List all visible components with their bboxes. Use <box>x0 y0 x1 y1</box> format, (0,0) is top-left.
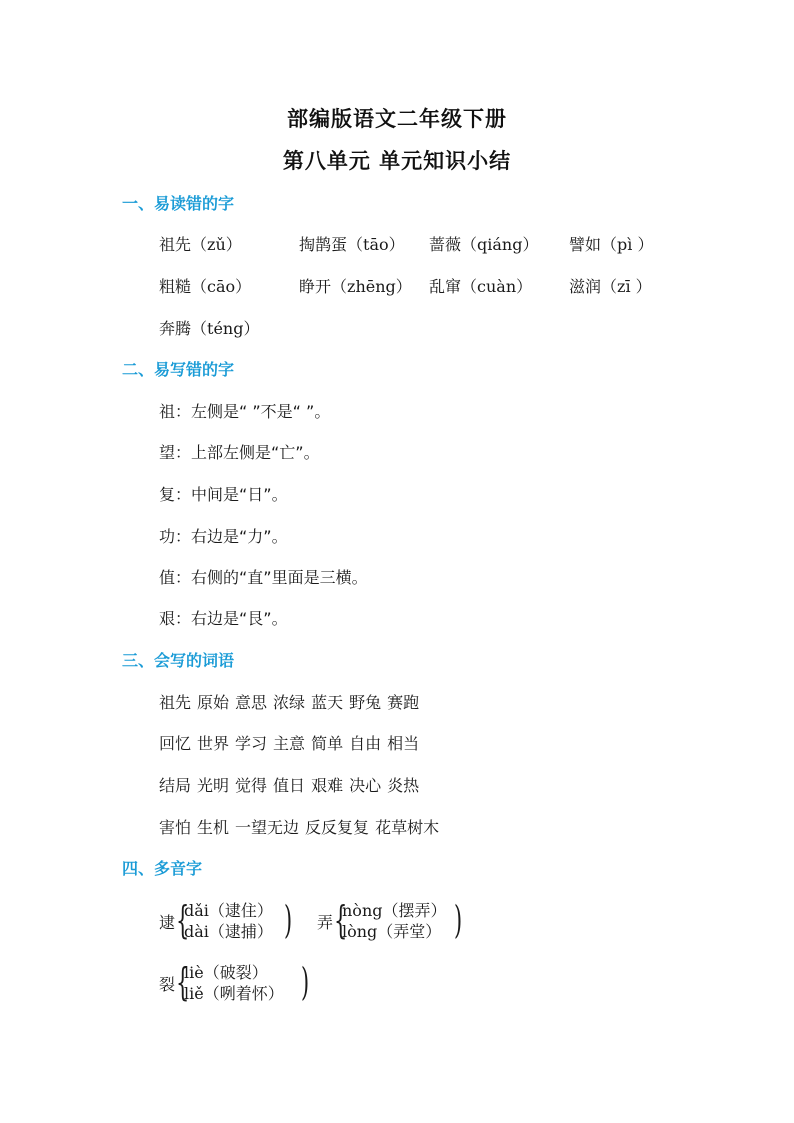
miswritten-line: 复：中间是“日”。 <box>159 485 288 504</box>
vocab-word: 决心 <box>349 776 382 795</box>
vocab-word: 相当 <box>387 734 420 753</box>
vocab-word: 炎热 <box>387 776 420 795</box>
vocab-word: 祖先 <box>159 693 192 712</box>
miswritten-line: 值：右侧的“直”里面是三横。 <box>159 568 368 587</box>
left-brace-icon: { <box>334 898 348 942</box>
vocab-word: 害怕 <box>159 818 192 837</box>
polyphonic-reading: dǎi（逮住） <box>184 901 273 920</box>
polyphonic-reading: dài（逮捕） <box>184 922 273 941</box>
vocab-word: 世界 <box>197 734 230 753</box>
document-subtitle: 第八单元 单元知识小结 <box>282 148 512 173</box>
polyphonic-char: 裂 <box>159 975 176 994</box>
vocab-word: 自由 <box>349 734 382 753</box>
document-title: 部编版语文二年级下册 <box>287 106 507 131</box>
vocab-word: 花草树木 <box>375 818 440 837</box>
polyphonic-char: 逮 <box>159 913 176 932</box>
misread-item: 滋润（zī ） <box>569 277 652 296</box>
right-paren-icon: ) <box>301 960 310 1004</box>
vocab-word: 艰难 <box>311 776 344 795</box>
vocabulary-row <box>159 773 425 796</box>
miswritten-line: 艰：右边是“艮”。 <box>159 609 288 628</box>
vocab-word: 一望无边 <box>235 818 300 837</box>
vocab-word: 光明 <box>197 776 230 795</box>
miswritten-line: 祖：左侧是“ ”不是“ ”。 <box>159 402 331 421</box>
vocab-word: 主意 <box>273 734 306 753</box>
vocab-word: 回忆 <box>159 734 192 753</box>
vocabulary-row <box>159 690 425 713</box>
vocab-word: 赛跑 <box>387 693 420 712</box>
polyphonic-item <box>159 960 319 1010</box>
vocab-word: 原始 <box>197 693 230 712</box>
miswritten-line: 望：上部左侧是“亡”。 <box>159 443 320 462</box>
polyphonic-reading: liè（破裂） <box>184 963 268 982</box>
misread-item: 譬如（pì ） <box>569 235 654 254</box>
vocab-word: 蓝天 <box>311 693 344 712</box>
misread-item: 睁开（zhēng） <box>299 277 412 296</box>
left-brace-icon: { <box>176 960 190 1004</box>
vocab-word: 觉得 <box>235 776 268 795</box>
vocab-word: 浓绿 <box>273 693 306 712</box>
vocab-word: 反反复复 <box>305 818 370 837</box>
polyphonic-reading: nòng（摆弄） <box>342 901 447 920</box>
polyphonic-reading: lòng（弄堂） <box>342 922 442 941</box>
misread-item: 粗糙（cāo） <box>159 277 252 296</box>
polyphonic-char: 弄 <box>317 913 334 932</box>
vocab-word: 生机 <box>197 818 230 837</box>
vocab-word: 意思 <box>235 693 268 712</box>
section-heading-vocabulary: 三、会写的词语 <box>122 651 235 670</box>
section-heading-misread: 一、易读错的字 <box>122 194 235 213</box>
polyphonic-item <box>317 898 467 948</box>
section-heading-polyphonic: 四、多音字 <box>122 859 203 878</box>
right-paren-icon: ) <box>284 898 293 942</box>
misread-item: 祖先（zǔ） <box>159 235 242 254</box>
misread-item: 掏鹊蛋（tāo） <box>299 235 405 254</box>
vocab-word: 结局 <box>159 776 192 795</box>
misread-item: 蔷薇（qiáng） <box>429 235 539 254</box>
right-paren-icon: ) <box>454 898 463 942</box>
miswritten-line: 功：右边是“力”。 <box>159 527 288 546</box>
left-brace-icon: { <box>176 898 190 942</box>
vocabulary-row <box>159 815 445 838</box>
misread-item: 奔腾（téng） <box>159 319 260 338</box>
vocab-word: 简单 <box>311 734 344 753</box>
vocab-word: 野兔 <box>349 693 382 712</box>
vocabulary-row <box>159 731 425 754</box>
polyphonic-item <box>159 898 299 948</box>
section-heading-miswritten: 二、易写错的字 <box>122 360 235 379</box>
vocab-word: 值日 <box>273 776 306 795</box>
polyphonic-reading: liě（咧着怀） <box>184 984 284 1003</box>
vocab-word: 学习 <box>235 734 268 753</box>
misread-item: 乱窜（cuàn） <box>429 277 533 296</box>
